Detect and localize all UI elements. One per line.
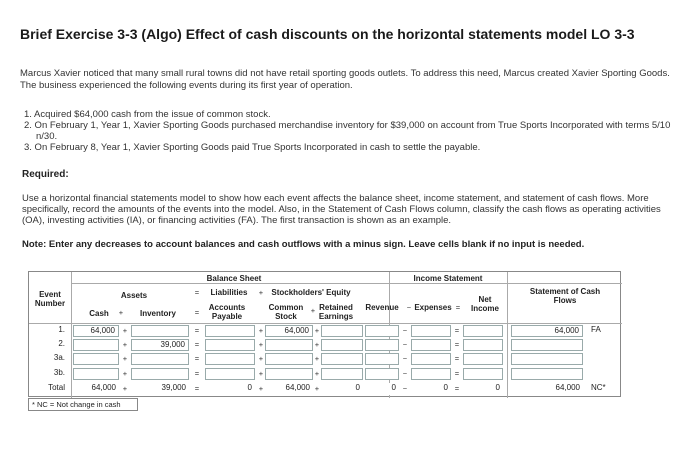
operator-plus: + xyxy=(258,384,264,393)
header-stock: Stock xyxy=(275,312,297,321)
cell-exp[interactable] xyxy=(411,353,451,365)
cell-ap[interactable] xyxy=(205,353,255,365)
header-flows: Flows xyxy=(553,296,577,305)
header-retained: Retained xyxy=(319,303,353,312)
instructions-paragraph: Use a horizontal financial statements model to show how each event affects the balance sheet, income statement, and statement of cash flows. More specifically, record the amounts of the events into the model. Also, in the Statement of Cash Flows column, classify the cash flows as operating activities (OA), investing activities (IA), or financing activities (FA). The first transaction is shown as an example. xyxy=(22,193,661,226)
cell-ni[interactable] xyxy=(463,368,503,380)
operator-equals: = xyxy=(194,384,200,393)
header-op-equals: = xyxy=(194,288,200,297)
operator-plus: + xyxy=(258,354,264,363)
header-op-plus-assets: + xyxy=(118,308,124,317)
operator-plus: + xyxy=(122,384,128,393)
cell-cs: 64,000 xyxy=(265,383,313,395)
header-op-equals-3: = xyxy=(455,303,461,312)
operator-minus: − xyxy=(402,369,408,378)
cell-inventory: 39,000 xyxy=(131,383,189,395)
row-label: Total xyxy=(48,383,65,392)
operator-equals: = xyxy=(454,369,460,378)
operator-minus: − xyxy=(402,340,408,349)
cell-cs[interactable] xyxy=(265,339,313,351)
operator-plus: + xyxy=(122,326,128,335)
cell-inventory[interactable]: 39,000 xyxy=(131,339,189,351)
header-op-minus: − xyxy=(406,303,412,312)
cell-rev[interactable] xyxy=(365,368,399,380)
header-op-plus: + xyxy=(258,288,264,297)
page-title: Brief Exercise 3-3 (Algo) Effect of cash discounts on the horizontal statements model LO 3-3 xyxy=(20,26,635,42)
cell-exp[interactable] xyxy=(411,368,451,380)
operator-plus: + xyxy=(314,326,320,335)
cell-ni[interactable] xyxy=(463,325,503,337)
operator-equals: = xyxy=(454,384,460,393)
cell-cs[interactable] xyxy=(265,353,313,365)
operator-equals: = xyxy=(454,340,460,349)
header-accounts: Accounts xyxy=(208,303,246,312)
cell-rev[interactable] xyxy=(365,325,399,337)
cell-cs[interactable] xyxy=(265,368,313,380)
cell-ni[interactable] xyxy=(463,353,503,365)
note-text: Note: Enter any decreases to account balances and cash outflows with a minus sign. Leave cells blank if no input is needed. xyxy=(22,239,585,250)
header-net: Net xyxy=(478,295,492,304)
cell-inventory[interactable] xyxy=(131,368,189,380)
divider-header-bottom xyxy=(29,323,622,324)
header-op-plus-2: + xyxy=(310,306,316,315)
header-op-equals-2: = xyxy=(194,308,200,317)
operator-plus: + xyxy=(314,354,320,363)
header-assets: Assets xyxy=(120,291,148,300)
operator-plus: + xyxy=(258,326,264,335)
cell-scf[interactable] xyxy=(511,339,583,351)
row-label: 1. xyxy=(58,325,65,334)
operator-minus: − xyxy=(402,354,408,363)
cell-ap[interactable] xyxy=(205,325,255,337)
header-income-statement: Income Statement xyxy=(413,274,483,283)
header-balance-sheet: Balance Sheet xyxy=(206,274,262,283)
divider-income-scf xyxy=(507,272,508,398)
header-common: Common xyxy=(268,303,304,312)
cell-exp[interactable] xyxy=(411,325,451,337)
cell-ap: 0 xyxy=(205,383,255,395)
cell-scf: 64,000 xyxy=(511,383,583,395)
header-liabilities: Liabilities xyxy=(210,288,248,297)
cell-rev[interactable] xyxy=(365,339,399,351)
row-label: 3b. xyxy=(53,368,65,377)
cell-inventory[interactable] xyxy=(131,353,189,365)
cell-ap[interactable] xyxy=(205,339,255,351)
operator-equals: = xyxy=(194,326,200,335)
required-label: Required: xyxy=(22,169,69,180)
activity-classification[interactable]: FA xyxy=(591,325,601,334)
header-revenue: Revenue xyxy=(365,303,399,312)
cell-ap[interactable] xyxy=(205,368,255,380)
header-payable: Payable xyxy=(211,312,243,321)
intro-paragraph: Marcus Xavier noticed that many small rural towns did not have retail sporting goods outlets. To address this need, Marcus created Xavier Sporting Goods. The business experienced the following events during its first year of operation. xyxy=(20,68,670,91)
operator-plus: + xyxy=(122,369,128,378)
cell-ni: 0 xyxy=(463,383,503,395)
event-3: 3. On February 8, Year 1, Xavier Sporting Goods paid True Sports Incorporated in cash to settle the payable. xyxy=(24,142,481,153)
row-label: 2. xyxy=(58,339,65,348)
operator-plus: + xyxy=(258,369,264,378)
operator-plus: + xyxy=(258,340,264,349)
operator-plus: + xyxy=(314,384,320,393)
cell-cash[interactable] xyxy=(73,339,119,351)
operator-equals: = xyxy=(454,326,460,335)
cell-cash: 64,000 xyxy=(73,383,119,395)
operator-plus: + xyxy=(314,369,320,378)
cell-cash[interactable]: 64,000 xyxy=(73,325,119,337)
cell-re: 0 xyxy=(321,383,363,395)
activity-classification: NC* xyxy=(591,383,606,392)
cell-ni[interactable] xyxy=(463,339,503,351)
cell-rev[interactable] xyxy=(365,353,399,365)
header-number: Number xyxy=(34,299,66,308)
header-event: Event xyxy=(39,290,61,299)
cell-re[interactable] xyxy=(321,325,363,337)
cell-scf[interactable] xyxy=(511,353,583,365)
header-earnings: Earnings xyxy=(318,312,354,321)
operator-equals: = xyxy=(194,340,200,349)
operator-plus: + xyxy=(122,354,128,363)
operator-equals: = xyxy=(454,354,460,363)
row-label: 3a. xyxy=(53,353,65,362)
cell-re[interactable] xyxy=(321,339,363,351)
operator-minus: − xyxy=(402,384,408,393)
operator-equals: = xyxy=(194,369,200,378)
header-expenses: Expenses xyxy=(414,303,452,312)
header-cash: Cash xyxy=(89,309,109,318)
event-2: 2. On February 1, Year 1, Xavier Sporting Goods purchased merchandise inventory for $39,000 on account from True Sports Incorporated with terms 5/10 n/30. xyxy=(24,120,671,142)
operator-minus: − xyxy=(402,326,408,335)
header-inventory: Inventory xyxy=(139,309,176,318)
header-income: Income xyxy=(470,304,499,313)
footnote-nc: * NC = Not change in cash xyxy=(28,398,138,411)
operator-equals: = xyxy=(194,354,200,363)
cell-scf[interactable] xyxy=(511,368,583,380)
cell-rev: 0 xyxy=(365,383,399,395)
header-stockholders-equity: Stockholders' Equity xyxy=(271,288,351,297)
cell-cash[interactable] xyxy=(73,368,119,380)
cell-scf[interactable]: 64,000 xyxy=(511,325,583,337)
cell-exp: 0 xyxy=(411,383,451,395)
cell-exp[interactable] xyxy=(411,339,451,351)
events-list xyxy=(24,109,674,153)
cell-inventory[interactable] xyxy=(131,325,189,337)
cell-cash[interactable] xyxy=(73,353,119,365)
event-1: 1. Acquired $64,000 cash from the issue of common stock. xyxy=(24,109,271,120)
operator-plus: + xyxy=(122,340,128,349)
header-scf: Statement of Cash xyxy=(529,287,601,296)
operator-plus: + xyxy=(314,340,320,349)
cell-re[interactable] xyxy=(321,353,363,365)
divider-event xyxy=(71,272,72,398)
horizontal-statements-model-table xyxy=(28,271,621,397)
cell-re[interactable] xyxy=(321,368,363,380)
cell-cs[interactable]: 64,000 xyxy=(265,325,313,337)
divider-header xyxy=(71,283,622,284)
